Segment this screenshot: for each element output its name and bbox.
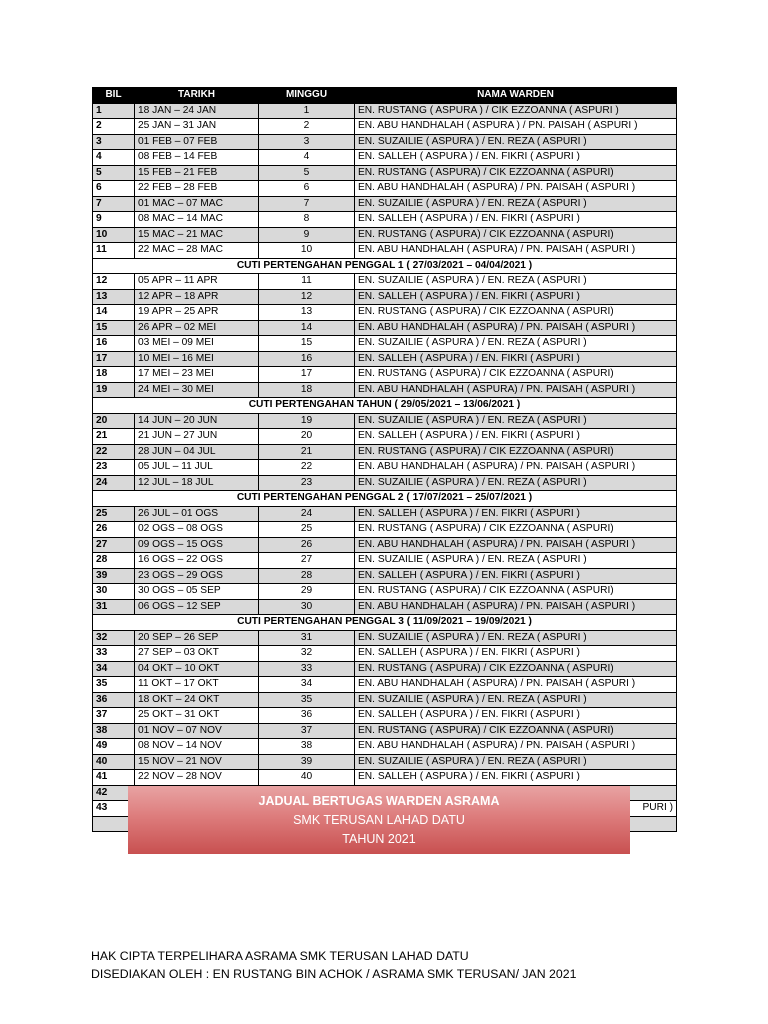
minggu-cell: 10 — [259, 243, 355, 259]
tarikh-cell: 12 APR – 18 APR — [135, 289, 259, 305]
table-row — [93, 630, 677, 646]
table-row — [93, 444, 677, 460]
warden-cell: EN. ABU HANDHALAH ( ASPURA ) / PN. PAISAH ( ASPURI ) — [355, 119, 677, 135]
tarikh-cell: 08 FEB – 14 FEB — [135, 150, 259, 166]
warden-cell: EN. SALLEH ( ASPURA ) / EN. FIKRI ( ASPURI ) — [355, 568, 677, 584]
table-row — [93, 429, 677, 445]
warden-cell: EN. SALLEH ( ASPURA ) / EN. FIKRI ( ASPURI ) — [355, 429, 677, 445]
minggu-cell: 12 — [259, 289, 355, 305]
bil-cell: 27 — [93, 537, 135, 553]
tarikh-cell: 23 OGS – 29 OGS — [135, 568, 259, 584]
warden-cell: EN. RUSTANG ( ASPURA) / CIK EZZOANNA ( ASPURI) — [355, 584, 677, 600]
warden-cell: EN. SUZAILIE ( ASPURA ) / EN. REZA ( ASPURI ) — [355, 274, 677, 290]
minggu-cell: 30 — [259, 599, 355, 615]
tarikh-cell: 01 MAC – 07 MAC — [135, 196, 259, 212]
bil-cell: 1 — [93, 103, 135, 119]
bil-cell: 18 — [93, 367, 135, 383]
minggu-cell: 25 — [259, 522, 355, 538]
bil-cell: 9 — [93, 212, 135, 228]
tarikh-cell: 09 OGS – 15 OGS — [135, 537, 259, 553]
minggu-cell: 15 — [259, 336, 355, 352]
warden-cell: EN. ABU HANDHALAH ( ASPURA) / PN. PAISAH ( ASPURI ) — [355, 382, 677, 398]
prepared-by-line: DISEDIAKAN OLEH : EN RUSTANG BIN ACHOK / ASRAMA SMK TERUSAN/ JAN 2021 — [91, 967, 577, 981]
tarikh-cell: 17 MEI – 23 MEI — [135, 367, 259, 383]
header-tarikh: TARIKH — [135, 88, 259, 104]
warden-cell: EN. ABU HANDHALAH ( ASPURA) / PN. PAISAH ( ASPURI ) — [355, 537, 677, 553]
table-row — [93, 196, 677, 212]
warden-cell: EN. SALLEH ( ASPURA ) / EN. FIKRI ( ASPURI ) — [355, 770, 677, 786]
table-row — [93, 413, 677, 429]
minggu-cell: 23 — [259, 475, 355, 491]
table-row — [93, 367, 677, 383]
bil-cell: 10 — [93, 227, 135, 243]
warden-cell: EN. RUSTANG ( ASPURA) / CIK EZZOANNA ( ASPURI) — [355, 661, 677, 677]
bil-cell: 20 — [93, 413, 135, 429]
table-row — [93, 119, 677, 135]
bil-cell: 15 — [93, 320, 135, 336]
tarikh-cell: 12 JUL – 18 JUL — [135, 475, 259, 491]
tarikh-cell: 08 NOV – 14 NOV — [135, 739, 259, 755]
minggu-cell: 20 — [259, 429, 355, 445]
warden-cell: EN. SALLEH ( ASPURA ) / EN. FIKRI ( ASPURI ) — [355, 150, 677, 166]
bil-cell: 30 — [93, 584, 135, 600]
bil-cell: 11 — [93, 243, 135, 259]
tarikh-cell: 25 JAN – 31 JAN — [135, 119, 259, 135]
roster-sheet — [92, 87, 676, 832]
table-row — [93, 739, 677, 755]
warden-cell: EN. SUZAILIE ( ASPURA ) / EN. REZA ( ASPURI ) — [355, 553, 677, 569]
bil-cell: 23 — [93, 460, 135, 476]
minggu-cell: 22 — [259, 460, 355, 476]
minggu-cell: 14 — [259, 320, 355, 336]
tarikh-cell: 25 OKT – 31 OKT — [135, 708, 259, 724]
bil-cell: 5 — [93, 165, 135, 181]
tarikh-cell: 15 MAC – 21 MAC — [135, 227, 259, 243]
table-header-row — [93, 88, 677, 104]
table-row — [93, 661, 677, 677]
table-row — [93, 274, 677, 290]
minggu-cell: 35 — [259, 692, 355, 708]
minggu-cell: 21 — [259, 444, 355, 460]
warden-cell: EN. RUSTANG ( ASPURA) / CIK EZZOANNA ( ASPURI) — [355, 367, 677, 383]
warden-cell: EN. RUSTANG ( ASPURA) / CIK EZZOANNA ( ASPURI) — [355, 522, 677, 538]
roster-body — [93, 103, 677, 832]
minggu-cell: 39 — [259, 754, 355, 770]
tarikh-cell: 01 FEB – 07 FEB — [135, 134, 259, 150]
bil-cell: 34 — [93, 661, 135, 677]
tarikh-cell: 08 MAC – 14 MAC — [135, 212, 259, 228]
bil-cell: 6 — [93, 181, 135, 197]
bil-cell: 3 — [93, 134, 135, 150]
tarikh-cell: 22 NOV – 28 NOV — [135, 770, 259, 786]
minggu-cell: 37 — [259, 723, 355, 739]
minggu-cell: 1 — [259, 103, 355, 119]
minggu-cell: 2 — [259, 119, 355, 135]
bil-cell: 49 — [93, 739, 135, 755]
table-row — [93, 537, 677, 553]
minggu-cell: 29 — [259, 584, 355, 600]
header-nama-warden: NAMA WARDEN — [355, 88, 677, 104]
tarikh-cell: 22 FEB – 28 FEB — [135, 181, 259, 197]
holiday-label: CUTI PERTENGAHAN PENGGAL 1 ( 27/03/2021 – 04/04/2021 ) — [93, 258, 677, 274]
warden-cell: EN. SUZAILIE ( ASPURA ) / EN. REZA ( ASPURI ) — [355, 630, 677, 646]
bil-cell: 12 — [93, 274, 135, 290]
minggu-cell: 31 — [259, 630, 355, 646]
tarikh-cell: 11 OKT – 17 OKT — [135, 677, 259, 693]
bil-cell: 32 — [93, 630, 135, 646]
bil-cell: 21 — [93, 429, 135, 445]
tarikh-cell: 30 OGS – 05 SEP — [135, 584, 259, 600]
holiday-label: CUTI PERTENGAHAN PENGGAL 2 ( 17/07/2021 – 25/07/2021 ) — [93, 491, 677, 507]
warden-cell: EN. SUZAILIE ( ASPURA ) / EN. REZA ( ASPURI ) — [355, 336, 677, 352]
minggu-cell: 13 — [259, 305, 355, 321]
minggu-cell: 4 — [259, 150, 355, 166]
table-row — [93, 181, 677, 197]
warden-cell: EN. RUSTANG ( ASPURA) / CIK EZZOANNA ( ASPURI) — [355, 444, 677, 460]
tarikh-cell: 02 OGS – 08 OGS — [135, 522, 259, 538]
table-row — [93, 336, 677, 352]
table-row — [93, 553, 677, 569]
tarikh-cell: 16 OGS – 22 OGS — [135, 553, 259, 569]
tarikh-cell: 26 APR – 02 MEI — [135, 320, 259, 336]
holiday-row — [93, 615, 677, 631]
table-row — [93, 475, 677, 491]
tarikh-cell: 01 NOV – 07 NOV — [135, 723, 259, 739]
bil-cell: 24 — [93, 475, 135, 491]
minggu-cell: 34 — [259, 677, 355, 693]
bil-cell: 31 — [93, 599, 135, 615]
warden-cell: EN. RUSTANG ( ASPURA) / CIK EZZOANNA ( ASPURI) — [355, 227, 677, 243]
bil-cell: 19 — [93, 382, 135, 398]
table-row — [93, 692, 677, 708]
table-row — [93, 305, 677, 321]
header-minggu: MINGGU — [259, 88, 355, 104]
warden-cell: EN. RUSTANG ( ASPURA ) / CIK EZZOANNA ( ASPURI ) — [355, 103, 677, 119]
minggu-cell: 27 — [259, 553, 355, 569]
minggu-cell: 8 — [259, 212, 355, 228]
table-row — [93, 584, 677, 600]
holiday-row — [93, 398, 677, 414]
bil-cell: 37 — [93, 708, 135, 724]
table-row — [93, 165, 677, 181]
tarikh-cell: 18 OKT – 24 OKT — [135, 692, 259, 708]
warden-cell: EN. ABU HANDHALAH ( ASPURA) / PN. PAISAH ( ASPURI ) — [355, 599, 677, 615]
bil-cell: 35 — [93, 677, 135, 693]
footer — [91, 947, 576, 983]
table-row — [93, 150, 677, 166]
bil-cell: 17 — [93, 351, 135, 367]
table-row — [93, 289, 677, 305]
bil-cell: 39 — [93, 568, 135, 584]
table-row — [93, 103, 677, 119]
tarikh-cell: 22 MAC – 28 MAC — [135, 243, 259, 259]
bil-cell: 43 — [93, 801, 135, 817]
warden-cell: EN. SUZAILIE ( ASPURA ) / EN. REZA ( ASPURI ) — [355, 475, 677, 491]
tarikh-cell: 14 JUN – 20 JUN — [135, 413, 259, 429]
bil-cell: 36 — [93, 692, 135, 708]
table-row — [93, 506, 677, 522]
warden-cell: EN. ABU HANDHALAH ( ASPURA) / PN. PAISAH ( ASPURI ) — [355, 243, 677, 259]
minggu-cell: 3 — [259, 134, 355, 150]
banner-year: TAHUN 2021 — [342, 832, 416, 846]
table-row — [93, 723, 677, 739]
bil-cell: 38 — [93, 723, 135, 739]
warden-roster-table — [92, 87, 677, 832]
bil-cell: 16 — [93, 336, 135, 352]
warden-cell: EN. SUZAILIE ( ASPURA ) / EN. REZA ( ASPURI ) — [355, 134, 677, 150]
tarikh-cell: 05 APR – 11 APR — [135, 274, 259, 290]
holiday-row — [93, 491, 677, 507]
bil-cell: 41 — [93, 770, 135, 786]
minggu-cell: 18 — [259, 382, 355, 398]
bil-cell: 13 — [93, 289, 135, 305]
warden-cell: EN. ABU HANDHALAH ( ASPURA) / PN. PAISAH ( ASPURI ) — [355, 677, 677, 693]
warden-cell: EN. SUZAILIE ( ASPURA ) / EN. REZA ( ASPURI ) — [355, 413, 677, 429]
tarikh-cell: 15 FEB – 21 FEB — [135, 165, 259, 181]
minggu-cell: 26 — [259, 537, 355, 553]
warden-cell: EN. SUZAILIE ( ASPURA ) / EN. REZA ( ASPURI ) — [355, 196, 677, 212]
tarikh-cell: 19 APR – 25 APR — [135, 305, 259, 321]
table-row — [93, 460, 677, 476]
minggu-cell: 38 — [259, 739, 355, 755]
bil-cell: 2 — [93, 119, 135, 135]
tarikh-cell: 28 JUN – 04 JUL — [135, 444, 259, 460]
minggu-cell: 5 — [259, 165, 355, 181]
tarikh-cell: 24 MEI – 30 MEI — [135, 382, 259, 398]
tarikh-cell: 04 OKT – 10 OKT — [135, 661, 259, 677]
warden-cell: EN. SALLEH ( ASPURA ) / EN. FIKRI ( ASPURI ) — [355, 646, 677, 662]
minggu-cell: 28 — [259, 568, 355, 584]
minggu-cell: 33 — [259, 661, 355, 677]
table-row — [93, 770, 677, 786]
warden-cell: EN. ABU HANDHALAH ( ASPURA) / PN. PAISAH ( ASPURI ) — [355, 181, 677, 197]
bil-cell: 7 — [93, 196, 135, 212]
header-bil: BIL — [93, 88, 135, 104]
tarikh-cell: 15 NOV – 21 NOV — [135, 754, 259, 770]
banner-title: JADUAL BERTUGAS WARDEN ASRAMA — [258, 794, 500, 808]
bil-cell: 40 — [93, 754, 135, 770]
minggu-cell: 11 — [259, 274, 355, 290]
table-row — [93, 320, 677, 336]
warden-cell: EN. SALLEH ( ASPURA ) / EN. FIKRI ( ASPURI ) — [355, 708, 677, 724]
tarikh-cell: 10 MEI – 16 MEI — [135, 351, 259, 367]
warden-cell: EN. SUZAILIE ( ASPURA ) / EN. REZA ( ASPURI ) — [355, 754, 677, 770]
bil-cell: 33 — [93, 646, 135, 662]
table-row — [93, 568, 677, 584]
minggu-cell: 36 — [259, 708, 355, 724]
bil-cell: 4 — [93, 150, 135, 166]
table-row — [93, 212, 677, 228]
bil-cell: 22 — [93, 444, 135, 460]
table-row — [93, 522, 677, 538]
table-row — [93, 646, 677, 662]
bil-cell: 28 — [93, 553, 135, 569]
tarikh-cell: 20 SEP – 26 SEP — [135, 630, 259, 646]
minggu-cell: 6 — [259, 181, 355, 197]
warden-cell: EN. ABU HANDHALAH ( ASPURA) / PN. PAISAH ( ASPURI ) — [355, 739, 677, 755]
holiday-label: CUTI PERTENGAHAN PENGGAL 3 ( 11/09/2021 – 19/09/2021 ) — [93, 615, 677, 631]
minggu-cell: 7 — [259, 196, 355, 212]
tarikh-cell: 18 JAN – 24 JAN — [135, 103, 259, 119]
table-row — [93, 351, 677, 367]
bil-cell: 25 — [93, 506, 135, 522]
minggu-cell: 9 — [259, 227, 355, 243]
minggu-cell: 24 — [259, 506, 355, 522]
title-banner — [128, 786, 630, 854]
warden-cell: EN. ABU HANDHALAH ( ASPURA) / PN. PAISAH ( ASPURI ) — [355, 460, 677, 476]
minggu-cell: 19 — [259, 413, 355, 429]
tarikh-cell: 05 JUL – 11 JUL — [135, 460, 259, 476]
table-row — [93, 134, 677, 150]
copyright-line: HAK CIPTA TERPELIHARA ASRAMA SMK TERUSAN LAHAD DATU — [91, 949, 469, 963]
table-row — [93, 243, 677, 259]
table-row — [93, 382, 677, 398]
warden-cell: EN. SALLEH ( ASPURA ) / EN. FIKRI ( ASPURI ) — [355, 289, 677, 305]
tarikh-cell: 21 JUN – 27 JUN — [135, 429, 259, 445]
table-row — [93, 708, 677, 724]
tarikh-cell: 26 JUL – 01 OGS — [135, 506, 259, 522]
table-row — [93, 754, 677, 770]
warden-cell: EN. SALLEH ( ASPURA ) / EN. FIKRI ( ASPURI ) — [355, 351, 677, 367]
banner-school: SMK TERUSAN LAHAD DATU — [293, 813, 465, 827]
table-row — [93, 677, 677, 693]
holiday-row — [93, 258, 677, 274]
holiday-label: CUTI PERTENGAHAN TAHUN ( 29/05/2021 – 13/06/2021 ) — [93, 398, 677, 414]
table-row — [93, 599, 677, 615]
bil-cell: 26 — [93, 522, 135, 538]
warden-cell: EN. SUZAILIE ( ASPURA ) / EN. REZA ( ASPURI ) — [355, 692, 677, 708]
warden-cell: EN. ABU HANDHALAH ( ASPURA) / PN. PAISAH ( ASPURI ) — [355, 320, 677, 336]
warden-cell: EN. RUSTANG ( ASPURA) / CIK EZZOANNA ( ASPURI) — [355, 305, 677, 321]
minggu-cell: 32 — [259, 646, 355, 662]
tarikh-cell: 06 OGS – 12 SEP — [135, 599, 259, 615]
warden-cell: EN. RUSTANG ( ASPURA) / CIK EZZOANNA ( ASPURI) — [355, 723, 677, 739]
bil-cell: 14 — [93, 305, 135, 321]
bil-cell: 42 — [93, 785, 135, 801]
minggu-cell: 40 — [259, 770, 355, 786]
table-row — [93, 227, 677, 243]
tarikh-cell: 03 MEI – 09 MEI — [135, 336, 259, 352]
tarikh-cell: 27 SEP – 03 OKT — [135, 646, 259, 662]
warden-cell: EN. SALLEH ( ASPURA ) / EN. FIKRI ( ASPURI ) — [355, 212, 677, 228]
warden-cell: PURI ) — [355, 801, 677, 817]
warden-cell: EN. RUSTANG ( ASPURA) / CIK EZZOANNA ( ASPURI) — [355, 165, 677, 181]
minggu-cell: 16 — [259, 351, 355, 367]
minggu-cell: 17 — [259, 367, 355, 383]
warden-cell: EN. SALLEH ( ASPURA ) / EN. FIKRI ( ASPURI ) — [355, 506, 677, 522]
